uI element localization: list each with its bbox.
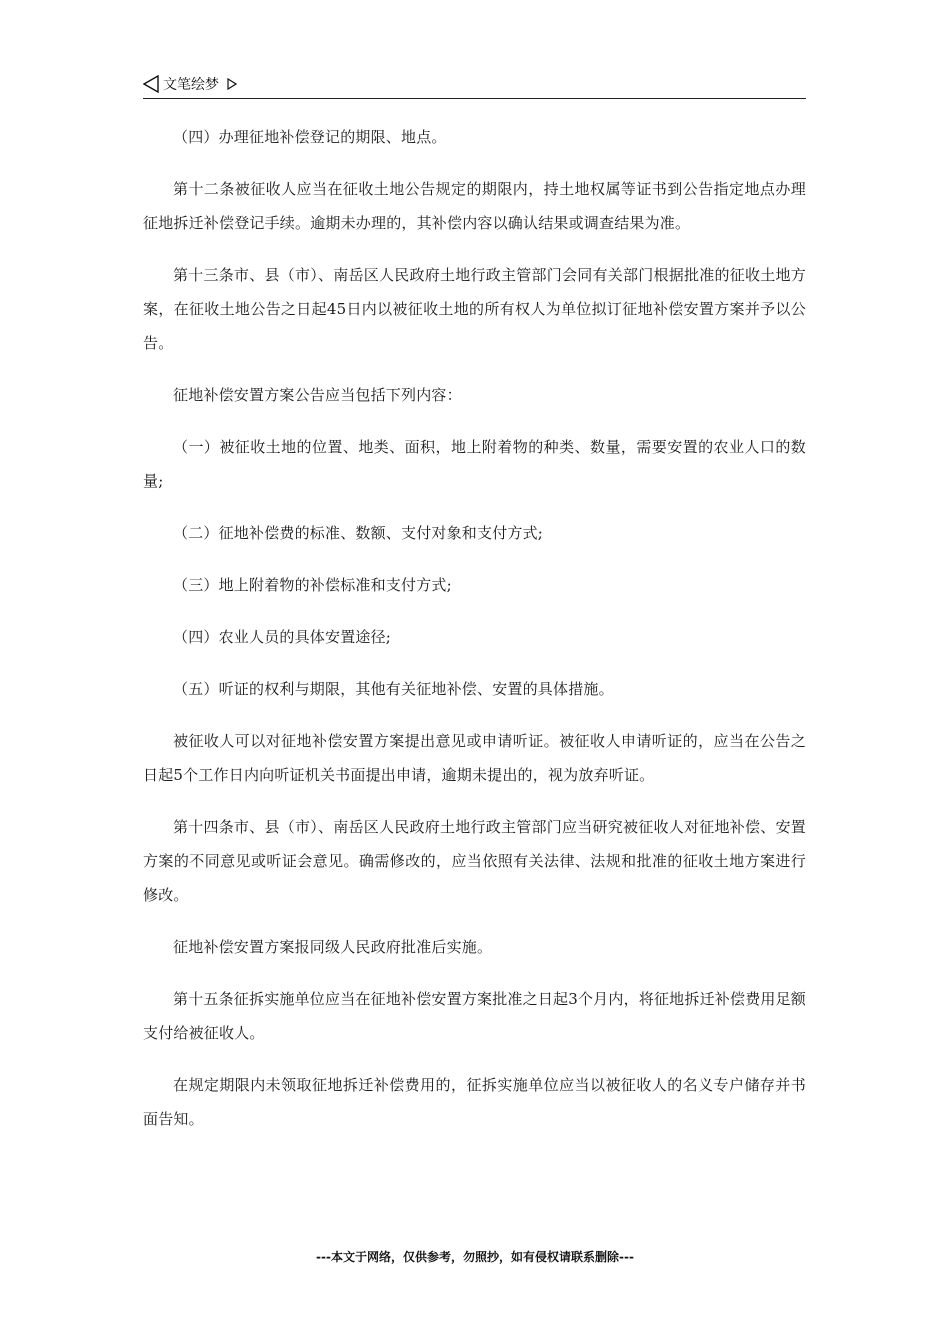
document-body <box>143 120 806 1154</box>
paragraph: 第十三条市、县（市）、南岳区人民政府土地行政主管部门会同有关部门根据批准的征收土地方案，在征收土地公告之日起45日内以被征收土地的所有权人为单位拟订征地补偿安置方案并予以公告。 <box>143 266 806 352</box>
triangle-right-icon <box>227 78 237 90</box>
paragraph: 被征收人可以对征地补偿安置方案提出意见或申请听证。被征收人申请听证的，应当在公告之日起5个工作日内向听证机关书面提出申请，逾期未提出的，视为放弃听证。 <box>143 732 806 784</box>
paragraph: 第十五条征拆实施单位应当在征地补偿安置方案批准之日起3个月内，将征地拆迁补偿费用足额支付给被征收人。 <box>143 990 806 1042</box>
header-brand <box>143 74 237 94</box>
page-header <box>143 72 806 99</box>
paragraph: （二）征地补偿费的标准、数额、支付对象和支付方式; <box>173 524 544 542</box>
paragraph: 第十二条被征收人应当在征收土地公告规定的期限内，持土地权属等证书到公告指定地点办理征地拆迁补偿登记手续。逾期未办理的，其补偿内容以确认结果或调查结果为准。 <box>143 180 806 232</box>
footer-disclaimer: ---本文于网络，仅供参考，勿照抄，如有侵权请联系删除--- <box>316 1250 634 1264</box>
header-title: 文笔绘梦 <box>163 77 219 93</box>
paragraph: 在规定期限内未领取征地拆迁补偿费用的，征拆实施单位应当以被征收人的名义专户储存并书面告知。 <box>143 1076 806 1128</box>
paragraph: （五）听证的权利与期限，其他有关征地补偿、安置的具体措施。 <box>173 680 614 698</box>
paragraph: （三）地上附着物的补偿标准和支付方式; <box>173 576 452 594</box>
triangle-left-icon <box>143 75 159 93</box>
paragraph: （一）被征收土地的位置、地类、面积，地上附着物的种类、数量，需要安置的农业人口的数量; <box>143 438 806 490</box>
paragraph: （四）农业人员的具体安置途径; <box>173 628 392 646</box>
paragraph: 第十四条市、县（市）、南岳区人民政府土地行政主管部门应当研究被征收人对征地补偿、安置方案的不同意见或听证会意见。确需修改的，应当依照有关法律、法规和批准的征收土地方案进行修改。 <box>143 818 806 904</box>
paragraph: （四）办理征地补偿登记的期限、地点。 <box>173 128 447 146</box>
paragraph: 征地补偿安置方案公告应当包括下列内容： <box>173 386 462 404</box>
paragraph: 征地补偿安置方案报同级人民政府批准后实施。 <box>173 938 493 956</box>
